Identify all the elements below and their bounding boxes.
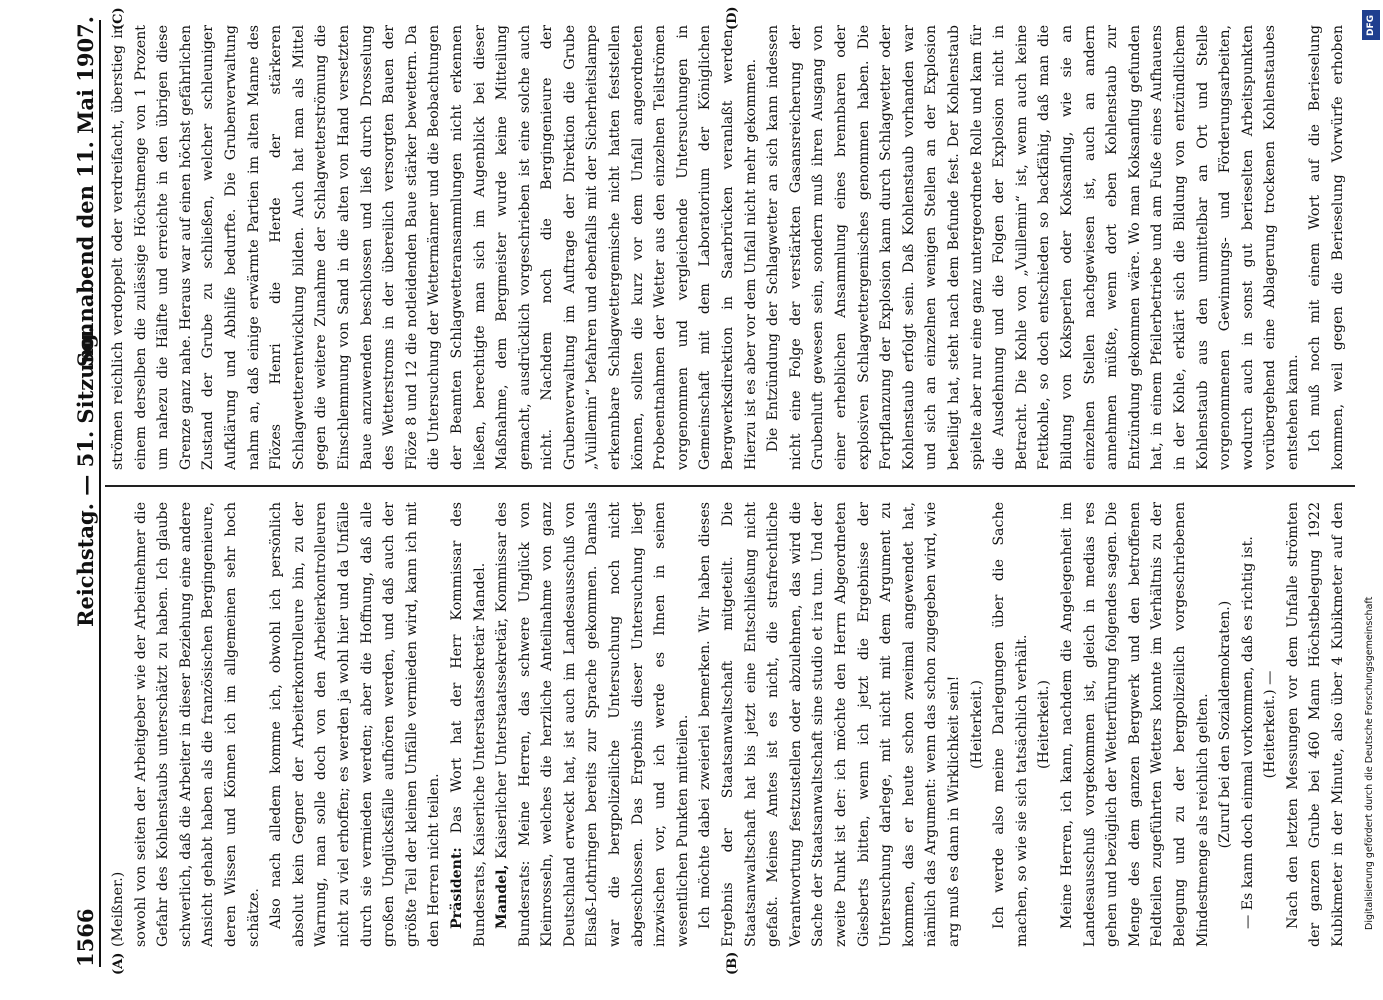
- session-date: Sonnabend den 11. Mai 1907.: [73, 16, 98, 367]
- speaker-name: Mandel,: [494, 864, 511, 929]
- right-column: [107, 25, 1347, 470]
- interjection: (Heiterkeit.) —: [1262, 670, 1279, 779]
- left-column: [107, 502, 1347, 947]
- paragraph: Also nach alledem komme ich, obwohl ich persönlich absolut kein Gegner der Arbeiterkontrolleure bin, zu der Warnung, man solle doch von den Arbeiterkontrolleuren nicht zu viel erhoffen; es werden ja wohl hier und da Unfälle durch sie vermieden werden; aber die Hoffnung, daß alle großen Unglücksfälle aufhören werden, und daß auch der größte Teil der kleinen Unfälle vermieden wird, kann ich mit den Herren nicht teilen.: [268, 502, 443, 947]
- session-title: Reichstag. — 51. Sitzung.: [73, 326, 98, 627]
- margin-mark-a: (A): [111, 952, 126, 975]
- paragraph: — Es kann doch einmal vorkommen, daß es richtig ist.: [1239, 536, 1256, 929]
- paragraph: Ich möchte dabei zweierlei bemerken. Wir haben dieses Ergebnis der Staatsanwaltschaft mitgeteilt. Die Staatsanwaltschaft hat bis jetzt eine Entschließung nicht gefaßt. Meines Amtes ist es nicht, die strafrechtliche Verantwortung festzustellen oder abzulehnen, das wird die Sache der Staatsanwaltschaft sine studio et ira tun. Und der zweite Punkt ist der: ich möchte den Herrn Abgeordneten Giesberts bitten, wenn ich jetzt die Ergebnisse der Untersuchung darlege, mit nicht mit dem Argument zu kommen, das er heute schon zweimal angewendet hat, nämlich das Argument: wenn das schon zugegeben wird, wie arg muß es dann in Wirklichkeit sein!: [697, 502, 962, 947]
- interjection: (Heiterkeit.): [968, 680, 985, 769]
- paragraph-text: Das Wort hat der Herr Kommissar des Bundesrats, Kaiserliche Unterstaatssekretär Mandel.: [448, 502, 488, 947]
- paragraph: Nach den letzten Messungen vor dem Unfalle strömten der ganzen Grube bei 460 Mann Höchstbelegung 1922 Kubikmeter in der Minute, also über 4 Kubikmeter auf den: [1284, 502, 1347, 947]
- paragraph: sowohl von seiten der Arbeitgeber wie der Arbeitnehmer die Gefahr des Kohlenstaubs unterschätzt zu haben. Ich glaube schwerlich, daß die Arbeiter in dieser Beziehung eine andere Ansicht gehabt haben als die französischen Bergingenieure, deren Wissen und Können ich im allgemeinen sehr hoch schätze.: [132, 502, 262, 947]
- interjection: (Zuruf bei den Sozialdemokraten.): [1217, 600, 1234, 849]
- column-divider: [105, 485, 1355, 487]
- margin-mark-c: (C): [111, 7, 126, 30]
- paragraph: Ich muß noch mit einem Wort auf die Berieselung kommen, weil gegen die Berieselung Vorwürfe erhoben: [1307, 25, 1347, 470]
- speaker-name: Präsident:: [448, 847, 465, 929]
- paragraph: [491, 502, 694, 947]
- paragraph: strömen reichlich verdoppelt oder verdreifacht, überstieg in einem derselben die zulässige Höchstmenge von 1 Prozent um nahezu die Hälfte und erreichte in den übrigen diese Grenze ganz nahe. Heraus war auf einen höchst gefährlichen Zustand der Grube zu schließen, welcher schleuniger Aufklärung und Abhilfe bedurfte. Die Grubenverwaltung nahm an, daß einige erwärmte Partien im alten Manne des Flözes Henri die Herde der stärkeren Schlagwetterentwicklung bilden. Auch hat man als Mittel gegen die weitere Zunahme der Schlagwetterströmung die Einschlemmung von Sand in die alten von Hand versetzten Baue anzuwenden beschlossen und ließ durch Drosselung des Wetterstroms in der übereilich versorgten Bauen der Flöze 8 und 12 die notleidenden Baue stärker bewettern. Da die Untersuchung der Wettermänner und die Beobachtungen der Beamten Schlagwetteransammlungen nicht erkennen ließen, berechtigte man sich im Augenblick bei dieser Maßnahme, dem Bergmeister wurde keine Mitteilung gemacht, ausdrücklich vorgeschrieben ist eine solche auch nicht. Nachdem noch die Bergingenieure der Grubenverwaltung im Auftrage der Direktion die Grube „Vuillemin“ befahren und ebenfalls mit der Sicherheitslampe erkennbare Schlagwettergemische nicht hatten feststellen können, sollten die kurz vor dem Unfall angeordneten Probeentnahmen der Wetter aus den einzelnen Teilströmen vorgenommen und vergleichende Untersuchungen in Gemeinschaft mit dem Laboratorium der Königlichen Bergwerksdirektion in Saarbrücken veranlaßt werden. Hierzu ist es aber vor dem Unfall nicht mehr gekommen.: [110, 25, 759, 470]
- digitization-notice: Digitalisierung gefördert durch die Deutsche Forschungsgemeinschaft: [1364, 596, 1375, 930]
- paragraph: Meine Herren, ich kann, nachdem die Angelegenheit im Landesausschuß vorgekommen ist, gleich in medias res gehen und bezüglich der Wetterführung folgendes sagen. Die Menge des dem ganzen Bergwerk und den betroffenen Feldteilen zugeführten Wetters konnte im Verhältnis zu der Belegung und zu der bergpolizeilich vorgeschriebenen Mindestmenge als reichlich gelten.: [1058, 502, 1211, 947]
- paragraph: Ich werde also meine Darlegungen über die Sache machen, so wie sie sich tatsächlich verhält.: [991, 502, 1030, 947]
- page-number: 1566: [73, 908, 98, 967]
- dfg-logo: DFG: [1362, 10, 1380, 40]
- running-header: [73, 16, 101, 967]
- rotated-text-block: [45, 6, 1365, 985]
- speaker-marker: (Meißner.): [110, 871, 126, 947]
- paragraph-text: Kaiserlicher Unterstaatssekretär, Kommissar des Bundesrats: Meine Herren, das schwere Unglück von Kleinrosseln, welches die herzliche Anteilnahme von ganz Deutschland erweckt hat, ist auch im Landesausschuß von Elsaß-Lothringen bereits zur Sprache gekommen. Damals war die bergpolizeiliche Untersuchung noch nicht abgeschlossen. Das Ergebnis dieser Untersuchung liegt inzwischen vor, und ich werde es Ihnen in seinen wesentlichen Punkten mitteilen.: [494, 502, 691, 947]
- interjection: (Heiterkeit.): [1036, 680, 1053, 769]
- margin-mark-b: (B): [725, 951, 740, 975]
- margin-mark-d: (D): [725, 6, 740, 30]
- paragraph: Die Entzündung der Schlagwetter an sich kann indessen nicht eine Folge der verstärkten Gasansreicherung der Grubenluft gewesen sein, sondern muß ihren Ausgang von einer erheblichen Ansammlung eines brennbaren oder explosiven Schlagwettergemisches genommen haben. Die Fortpflanzung der Explosion kann durch Schlagwetter oder Kohlenstaub erfolgt sein. Daß Kohlenstaub vorhanden war und sich an einzelnen wenigen Stellen an der Explosion beteiligt hat, steht nach dem Befunde fest. Der Kohlenstaub spielte aber nur eine ganz untergeordnete Rolle und kam für die Ausdehnung und die Folgen der Explosion nicht in Betracht. Die Kohle von „Vuillemin“ ist, wenn auch keine Fettkohle, so doch entschieden so backfähig, daß man die Bildung von Koksperlen oder Koksanflug, wie sie an einzelnen Stellen nachgewiesen ist, auch an andern annehmen müßte, wenn dort eben Kohlenstaub zur Entzündung gekommen wäre. Wo man Koksanflug gefunden hat, in einem Pfeilerbetriebe und am Fuße eines Aufhauens in der Kohle, erklärt sich die Bildung von entzündlichem Kohlenstaub aus den unmittelbar an Ort und Stelle vorgenommenen Gewinnungs- und Förderungsarbeiten, wodurch auch in sonst gut berieselten Arbeitspunkten vorübergehend eine Ablagerung trockenen Kohlenstaubes entstehen kann.: [765, 25, 1301, 470]
- paragraph: [446, 502, 491, 947]
